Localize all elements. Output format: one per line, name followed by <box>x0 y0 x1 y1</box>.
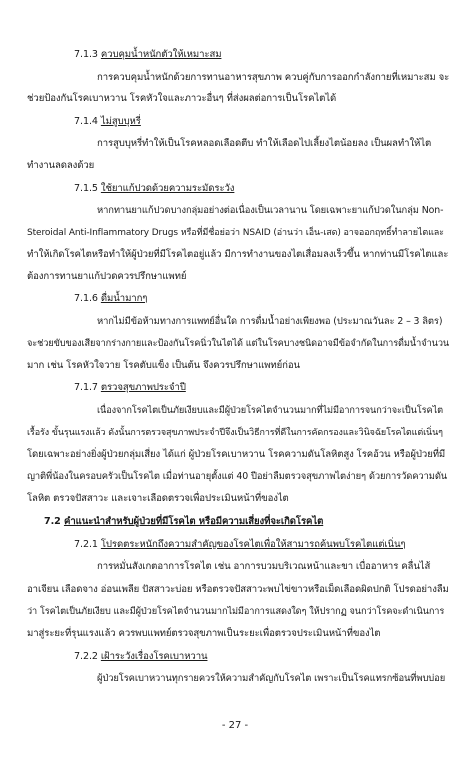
paragraph-line: จะช่วยขับของเสียจากร่างกายและป้องกันโรคนิ่วในไตได้ แต่ในโรคบางชนิดอาจมีข้อจำกัดในการดื่มน้ำจำนวน <box>27 338 450 349</box>
section-7-2-heading <box>44 515 323 529</box>
section-number: 7.2.1 <box>74 539 98 550</box>
section-number: 7.1.7 <box>74 382 98 393</box>
section-title: ดื่มน้ำมากๆ <box>100 293 148 304</box>
section-title: ตรวจสุขภาพประจำปี <box>100 382 186 393</box>
section-number: 7.2 <box>44 516 61 527</box>
paragraph-line: การหมั่นสังเกตอาการโรคไต เช่น อาการบวมบริเวณหน้าและขา เบื่ออาหาร คลื่นไส้ <box>97 561 431 572</box>
paragraph-line: อาเจียน เลือดจาง อ่อนเพลีย ปัสสาวะบ่อย หรือตรวจปัสสาวะพบไข่ขาวหรือเม็ดเลือดผิดปกติ โปรดอย่างลืม <box>27 584 449 595</box>
paragraph-line: ว่า โรคไตเป็นภัยเงียบ และมีผู้ป่วยโรคไตจำนวนมากไม่มีอาการแสดงใดๆ ให้ปรากฏ จนกว่าโรคจะดำเนินการ <box>27 606 445 617</box>
paragraph-line: มาสู่ระยะที่รุนแรงแล้ว ควรพบแพทย์ตรวจสุขภาพเป็นระยะเพื่อตรวจประเมินหน้าที่ของไต <box>27 628 381 639</box>
section-number: 7.1.5 <box>74 183 98 194</box>
section-7-1-4-heading <box>74 115 141 129</box>
section-title: เฝ้าระวังเรื่องโรคเบาหวาน <box>100 651 208 662</box>
paragraph-line: การสูบบุหรี่ทำให้เป็นโรคหลอดเลือดตีบ ทำให้เลือดไปเลี้ยงไตน้อยลง เป็นผลทำให้ไต <box>97 138 432 149</box>
paragraph-line: Steroidal Anti-Inflammatory Drugs หรือที่มีชื่อย่อว่า NSAID (อ่านว่า เอ็น-เสด) อาจออกฤทธิ์ทำลายไตและ <box>27 228 444 238</box>
paragraph-line: เนื่องจากโรคไตเป็นภัยเงียบและมีผู้ป่วยโรคไตจำนวนมากที่ไม่มีอาการจนกว่าจะเป็นโรคไต <box>97 405 443 416</box>
paragraph-line: การควบคุมน้ำหนักด้วยการทานอาหารสุขภาพ ควบคู่กับการออกกำลังกายที่เหมาะสม จะ <box>97 72 450 83</box>
section-number: 7.1.4 <box>74 116 98 127</box>
section-7-2-1-heading <box>74 538 405 552</box>
paragraph-line: ผู้ป่วยโรคเบาหวานทุกรายควรให้ความสำคัญกับโรคไต เพราะเป็นโรคแทรกซ้อนที่พบบ่อย <box>97 673 446 684</box>
paragraph-line: หากไม่มีข้อห้ามทางการแพทย์อื่นใด การดื่มน้ำอย่างเพียงพอ (ประมาณวันละ 2 – 3 ลิตร) <box>97 316 443 327</box>
section-title: โปรดตระหนักถึงความสำคัญของโรคไตเพื่อให้สามารถค้นพบโรคไตแต่เนิ่นๆ <box>100 539 406 550</box>
paragraph-line: ช่วยป้องกันโรคเบาหวาน โรคหัวใจและภาวะอื่นๆ ที่ส่งผลต่อการเป็นโรคไตได้ <box>27 93 337 104</box>
section-title: ควบคุมน้ำหนักตัวให้เหมาะสม <box>100 49 222 60</box>
section-7-2-2-heading <box>74 650 207 664</box>
section-number: 7.1.6 <box>74 293 98 304</box>
section-number: 7.2.2 <box>74 651 98 662</box>
section-7-1-3-heading <box>74 48 221 62</box>
section-7-1-6-heading <box>74 292 147 306</box>
section-title: ไม่สูบบุหรี่ <box>100 116 141 127</box>
paragraph-line: เรื้อรัง ขั้นรุนแรงแล้ว ดังนั้นการตรวจสุขภาพประจำปีจึงเป็นวิธีการที่ดีในการคัดกรองและวินิจฉัยโรคไตแต่เนิ่นๆ <box>27 428 443 438</box>
section-7-1-7-heading <box>74 381 186 395</box>
paragraph-line: หากทานยาแก้ปวดบางกลุ่มอย่างต่อเนื่องเป็นเวลานาน โดยเฉพาะยาแก้ปวดในกลุ่ม Non- <box>97 205 444 216</box>
page-number: - 27 - <box>221 720 249 731</box>
paragraph-line: ญาติพี่น้องในครอบครัวเป็นโรคไต เมื่อท่านอายุตั้งแต่ 40 ปีอย่าลืมตรวจสุขภาพไตง่ายๆ ด้วยการวัดความดัน <box>27 471 448 482</box>
paragraph-line: ต้องการทานยาแก้ปวดควรปรึกษาแพทย์ <box>27 271 187 282</box>
paragraph-line: โดยเฉพาะอย่างยิ่งผู้ป่วยกลุ่มเสี่ยง ได้แก่ ผู้ป่วยโรคเบาหวาน โรคความดันโลหิตสูง โรคอ้วน หรือผู้ป่วยที่มี <box>27 449 446 460</box>
section-title: ใช้ยาแก้ปวดด้วยความระมัดระวัง <box>100 183 235 194</box>
section-number: 7.1.3 <box>74 49 98 60</box>
section-7-1-5-heading <box>74 182 234 196</box>
paragraph-line: ทำงานลดลงด้วย <box>27 160 95 171</box>
paragraph-line: ทำให้เกิดโรคไตหรือทำให้ผู้ป่วยที่มีโรคไตอยู่แล้ว มีการทำงานของไตเสื่อมลงเร็วขึ้น หากท่านมีโรคไตและ <box>27 249 449 260</box>
section-title: คำแนะนำสำหรับผู้ป่วยที่มีโรคไต หรือมีความเสี่ยงที่จะเกิดโรคไต <box>63 516 324 527</box>
paragraph-line: มาก เช่น โรคหัวใจวาย โรคตับแข็ง เป็นต้น จึงควรปรึกษาแพทย์ก่อน <box>27 360 300 371</box>
paragraph-line: โลหิต ตรวจปัสสาวะ และเจาะเลือดตรวจเพื่อประเมินหน้าที่ของไต <box>27 493 289 504</box>
